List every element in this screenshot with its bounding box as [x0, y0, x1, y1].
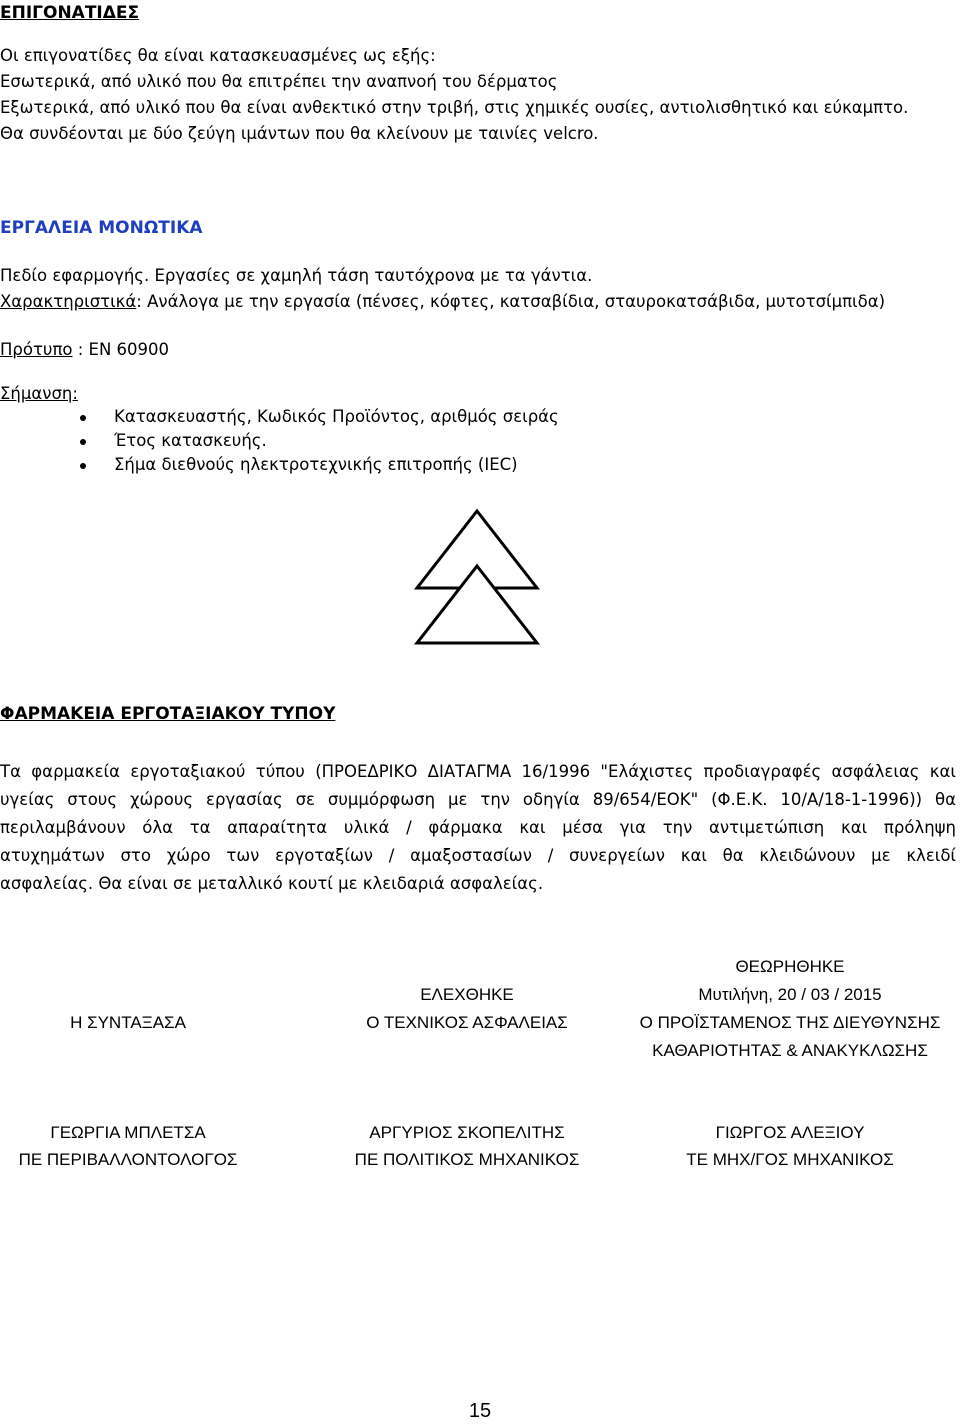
knee-pads-line: Οι επιγονατίδες θα είναι κατασκευασμένες ως εξής:	[0, 46, 436, 65]
first-aid-heading: ΦΑΡΜΑΚΕΙΑ ΕΡΓΟΤΑΞΙΑΚΟΥ ΤΥΠΟΥ	[0, 704, 336, 724]
characteristics-line	[0, 292, 885, 312]
first-aid-line: ατυχημάτων στο χώρο των εργοταξίων / αμαξοστασίων / συνεργείων και θα κλειδώνουν με κλειδί	[0, 846, 956, 865]
standard-value: : EN 60900	[72, 340, 170, 359]
standard-line	[0, 340, 169, 360]
knee-pads-line: Εσωτερικά, από υλικό που θα επιτρέπει την αναπνοή του δέρματος	[0, 72, 558, 91]
list-item: Σήμα διεθνούς ηλεκτροτεχνικής επιτροπής (IEC)	[80, 453, 559, 477]
signatory-name: ΓΙΩΡΓΟΣ ΑΛΕΞΙΟΥ	[715, 1123, 865, 1142]
insulated-tools-heading: ΕΡΓΑΛΕΙΑ ΜΟΝΩΤΙΚΑ	[0, 218, 203, 238]
page-number: 15	[468, 1400, 492, 1422]
list-item: Έτος κατασκευής.	[80, 429, 559, 453]
first-aid-line: Τα φαρμακεία εργοταξιακού τύπου (ΠΡΟΕΔΡΙΚΟ ΔΙΑΤΑΓΜΑ 16/1996 "Ελάχιστες προδιαγραφές ασφάλειας και	[0, 762, 956, 781]
checked-label: ΕΛΕΧΘΗΚΕ	[420, 985, 514, 1004]
characteristics-label: Χαρακτηριστικά	[0, 292, 137, 311]
signatory-title: ΠΕ ΠΕΡΙΒΑΛΛΟΝΤΟΛΟΓΟΣ	[18, 1150, 238, 1169]
signatory-title: ΤΕ ΜΗΧ/ΓΟΣ ΜΗΧΑΝΙΚΟΣ	[686, 1150, 894, 1169]
signatory-name: ΑΡΓΥΡΙΟΣ ΣΚΟΠΕΛΙΤΗΣ	[369, 1123, 565, 1142]
first-aid-line: ασφαλείας. Θα είναι σε μεταλλικό κουτί με κλειδαριά ασφαλείας.	[0, 874, 544, 893]
approved-label: ΘΕΩΡΗΘΗΚΕ	[735, 957, 845, 976]
knee-pads-line: Θα συνδέονται με δύο ζεύγη ιμάντων που θα κλείνουν με ταινίες velcro.	[0, 124, 599, 143]
application-field-text: Πεδίο εφαρμογής. Εργασίες σε χαμηλή τάση ταυτόχρονα με τα γάντια.	[0, 266, 593, 285]
marking-label: Σήμανση:	[0, 384, 78, 403]
marking-list	[80, 405, 559, 477]
iec-double-triangle-icon	[412, 508, 542, 646]
place-date: Μυτιλήνη, 20 / 03 / 2015	[698, 985, 882, 1004]
standard-label: Πρότυπο	[0, 340, 73, 359]
signatory-name: ΓΕΩΡΓΙΑ ΜΠΛΕΤΣΑ	[50, 1123, 206, 1142]
knee-pads-line: Εξωτερικά, από υλικό που θα είναι ανθεκτικό στην τριβή, στις χημικές ουσίες, αντιολισθητικό και εύκαμπτο.	[0, 98, 909, 117]
knee-pads-heading: ΕΠΙΓΟΝΑΤΙΔΕΣ	[0, 3, 140, 23]
safety-tech-label: Ο ΤΕΧΝΙΚΟΣ ΑΣΦΑΛΕΙΑΣ	[366, 1013, 568, 1032]
characteristics-text: : Ανάλογα με την εργασία (πένσες, κόφτες, κατσαβίδια, σταυροκατσάβιδα, μυτοτσίμπιδα)	[136, 292, 886, 311]
first-aid-line: υγείας στους χώρους εργασίας σε συμμόρφωση με την οδηγία 89/654/ΕΟΚ" (Φ.Ε.Κ. 10/Α/18-1-1996)) θα	[0, 790, 956, 809]
list-item: Κατασκευαστής, Κωδικός Προϊόντος, αριθμός σειράς	[80, 405, 559, 429]
first-aid-line: περιλαμβάνουν όλα τα απαραίτητα υλικά / φάρμακα και μέσα για την αντιμετώπιση και πρόληψη	[0, 818, 956, 837]
director-title-line1: Ο ΠΡΟΪΣΤΑΜΕΝΟΣ ΤΗΣ ΔΙΕΥΘΥΝΣΗΣ	[639, 1013, 941, 1032]
signatory-title: ΠΕ ΠΟΛΙΤΙΚΟΣ ΜΗΧΑΝΙΚΟΣ	[354, 1150, 580, 1169]
director-title-line2: ΚΑΘΑΡΙΟΤΗΤΑΣ & ΑΝΑΚΥΚΛΩΣΗΣ	[652, 1041, 928, 1060]
compiled-label: Η ΣΥΝΤΑΞΑΣΑ	[70, 1013, 186, 1032]
